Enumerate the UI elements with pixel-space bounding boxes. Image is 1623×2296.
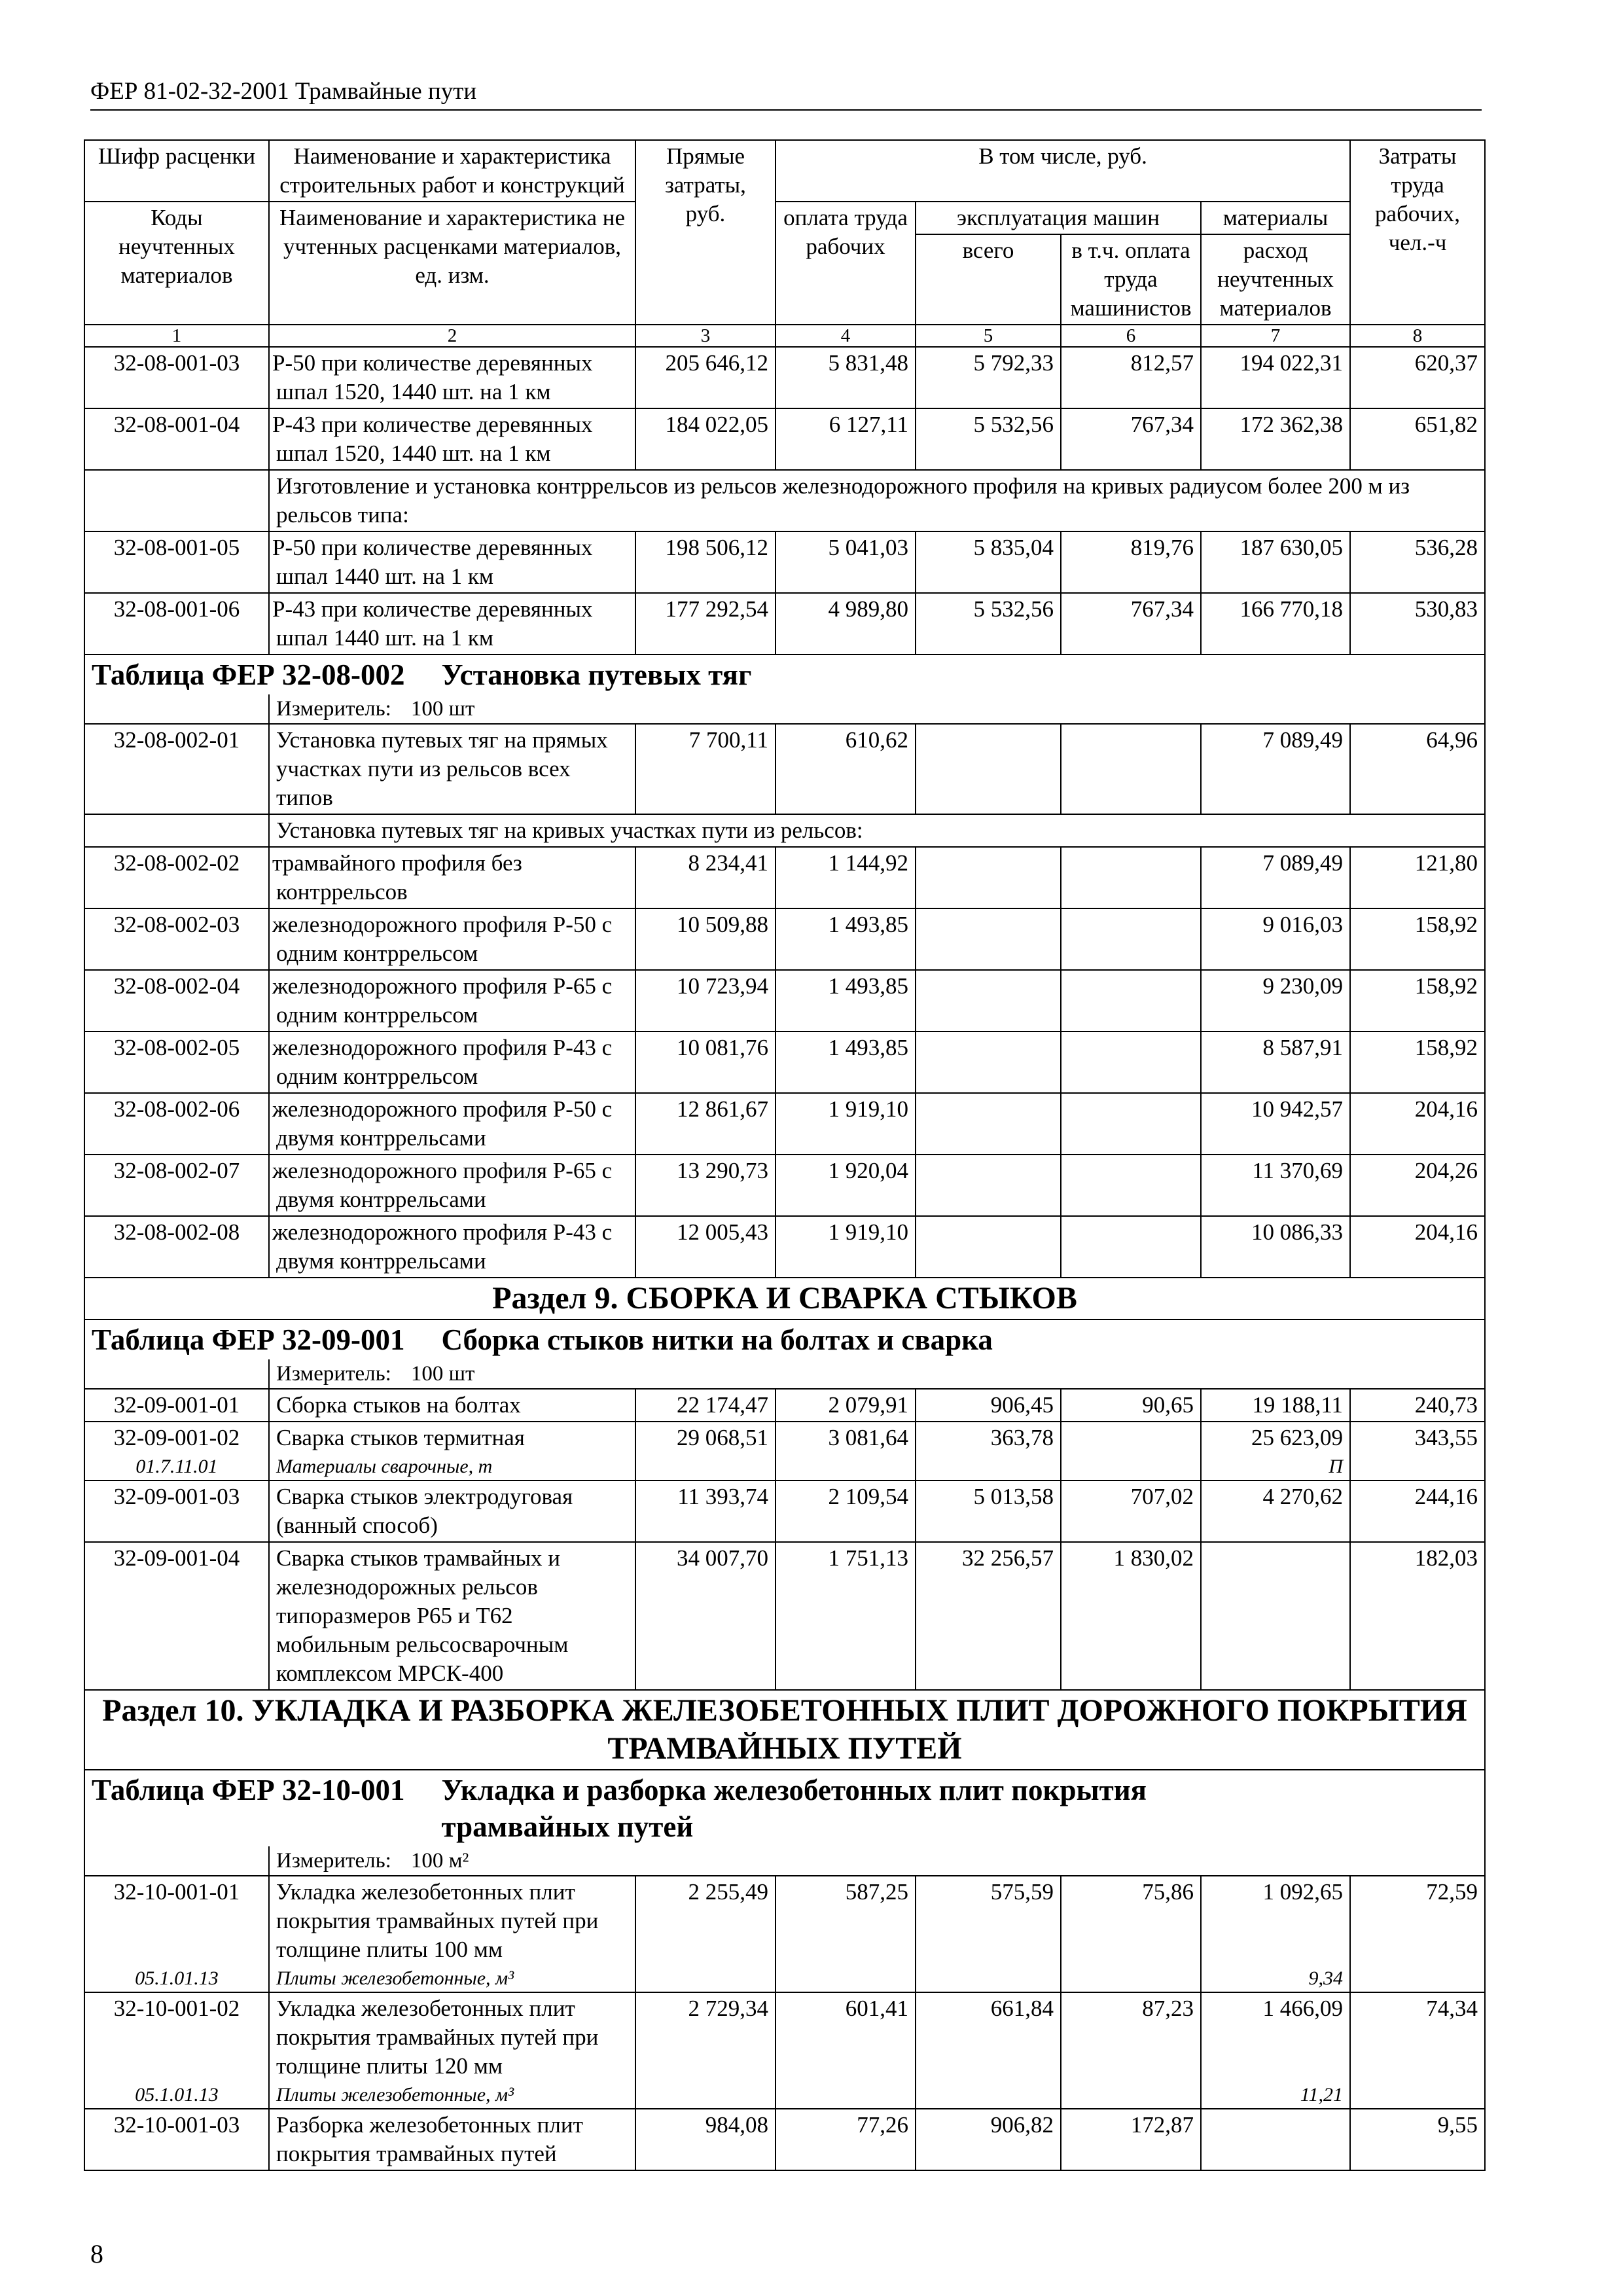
measure-cell bbox=[269, 1846, 1485, 1876]
rate-code: 32-09-001-03 bbox=[84, 1480, 269, 1542]
machinist-pay bbox=[1061, 1216, 1201, 1278]
header-incl: В том числе, руб. bbox=[776, 140, 1350, 202]
material-row bbox=[84, 1454, 1485, 1480]
rate-code: 32-09-001-02 bbox=[84, 1422, 269, 1454]
measure-unit: 100 шт bbox=[410, 697, 475, 721]
machinist-pay bbox=[1061, 1093, 1201, 1155]
machinist-pay: 75,86 bbox=[1061, 1876, 1201, 1965]
rate-code: 32-08-002-02 bbox=[84, 847, 269, 908]
rate-name: железнодорожного профиля Р-43 с одним контррельсом bbox=[269, 1031, 635, 1093]
table-row bbox=[84, 1480, 1485, 1542]
labor-hours: 530,83 bbox=[1350, 593, 1485, 655]
rate-name: Р-43 при количестве деревянных шпал 1520, 1440 шт. на 1 км bbox=[269, 408, 635, 470]
labor-hours: 121,80 bbox=[1350, 847, 1485, 908]
machinist-pay: 90,65 bbox=[1061, 1389, 1201, 1422]
labor-hours: 72,59 bbox=[1350, 1876, 1485, 1965]
machines-total: 5 532,56 bbox=[916, 408, 1061, 470]
table-row bbox=[84, 1992, 1485, 2082]
rate-code: 32-08-001-03 bbox=[84, 347, 269, 408]
measure-unit: 100 шт bbox=[410, 1362, 475, 1386]
header-materials-unaccounted: расход неучтенных материалов bbox=[1201, 234, 1350, 325]
rate-code: 32-10-001-02 bbox=[84, 1992, 269, 2082]
empty-cell bbox=[1350, 1965, 1485, 1992]
machinist-pay bbox=[1061, 1422, 1201, 1454]
table-title-row bbox=[84, 1770, 1485, 1846]
material-code: 05.1.01.13 bbox=[84, 2082, 269, 2109]
table-row bbox=[84, 1542, 1485, 1690]
measure-row bbox=[84, 1359, 1485, 1389]
machinist-pay: 172,87 bbox=[1061, 2109, 1201, 2170]
measure-empty bbox=[84, 1359, 269, 1389]
material-name: Плиты железобетонные, м³ bbox=[269, 2082, 635, 2109]
direct-cost: 2 729,34 bbox=[635, 1992, 776, 2082]
rate-code: 32-08-001-06 bbox=[84, 593, 269, 655]
table-row bbox=[84, 847, 1485, 908]
header-materials: материалы bbox=[1201, 202, 1350, 234]
labor-pay: 5 041,03 bbox=[776, 531, 916, 593]
material-name: Плиты железобетонные, м³ bbox=[269, 1965, 635, 1992]
section-row bbox=[84, 1690, 1485, 1770]
rate-code: 32-08-002-06 bbox=[84, 1093, 269, 1155]
rate-name: Р-50 при количестве деревянных шпал 1520, 1440 шт. на 1 км bbox=[269, 347, 635, 408]
machinist-pay: 767,34 bbox=[1061, 408, 1201, 470]
machines-total: 363,78 bbox=[916, 1422, 1061, 1454]
table-name: Установка путевых тяг bbox=[441, 658, 752, 691]
section-title: Раздел 10. УКЛАДКА И РАЗБОРКА ЖЕЛЕЗОБЕТОННЫХ ПЛИТ ДОРОЖНОГО ПОКРЫТИЯ ТРАМВАЙНЫХ ПУТЕЙ bbox=[84, 1690, 1485, 1770]
header-name-bottom: Наименование и характеристика не учтенных расценками материалов, ед. изм. bbox=[269, 202, 635, 325]
colnum: 1 bbox=[84, 325, 269, 347]
empty-cell bbox=[776, 1454, 916, 1480]
rate-code: 32-08-002-03 bbox=[84, 908, 269, 970]
materials: 7 089,49 bbox=[1201, 847, 1350, 908]
direct-cost: 29 068,51 bbox=[635, 1422, 776, 1454]
measure-label: Измеритель: bbox=[276, 1849, 391, 1873]
labor-pay: 2 109,54 bbox=[776, 1480, 916, 1542]
rate-name: железнодорожного профиля Р-65 с двумя контррельсами bbox=[269, 1155, 635, 1216]
material-amount: 9,34 bbox=[1201, 1965, 1350, 1992]
machines-total bbox=[916, 1093, 1061, 1155]
direct-cost: 198 506,12 bbox=[635, 531, 776, 593]
table-row bbox=[84, 1422, 1485, 1454]
direct-cost: 10 081,76 bbox=[635, 1031, 776, 1093]
empty-cell bbox=[1350, 2082, 1485, 2109]
empty-cell bbox=[635, 1965, 776, 1992]
table-row bbox=[84, 2109, 1485, 2170]
machinist-pay: 1 830,02 bbox=[1061, 1542, 1201, 1690]
materials: 172 362,38 bbox=[1201, 408, 1350, 470]
measure-empty bbox=[84, 1846, 269, 1876]
materials: 166 770,18 bbox=[1201, 593, 1350, 655]
table-label: Таблица ФЕР 32-10-001 bbox=[92, 1774, 405, 1806]
table-title bbox=[84, 1319, 1485, 1359]
page-number: 8 bbox=[90, 2239, 103, 2269]
labor-pay: 5 831,48 bbox=[776, 347, 916, 408]
table-name: Сборка стыков нитки на болтах и сварка bbox=[441, 1323, 993, 1356]
rate-code: 32-08-002-04 bbox=[84, 970, 269, 1031]
colnum: 3 bbox=[635, 325, 776, 347]
labor-hours: 536,28 bbox=[1350, 531, 1485, 593]
rate-code: 32-10-001-03 bbox=[84, 2109, 269, 2170]
labor-hours: 204,16 bbox=[1350, 1216, 1485, 1278]
rate-code: 32-08-002-01 bbox=[84, 724, 269, 814]
header-code-bottom: Коды неучтенных материалов bbox=[84, 202, 269, 325]
machines-total: 5 532,56 bbox=[916, 593, 1061, 655]
table-row bbox=[84, 1876, 1485, 1965]
labor-pay: 1 920,04 bbox=[776, 1155, 916, 1216]
rate-name: Сварка стыков термитная bbox=[269, 1422, 635, 1454]
table-title-row bbox=[84, 655, 1485, 694]
machinist-pay: 819,76 bbox=[1061, 531, 1201, 593]
table-row bbox=[84, 593, 1485, 655]
labor-hours: 244,16 bbox=[1350, 1480, 1485, 1542]
colnum: 4 bbox=[776, 325, 916, 347]
measure-row bbox=[84, 694, 1485, 724]
rate-code: 32-08-002-05 bbox=[84, 1031, 269, 1093]
rate-code: 32-08-001-04 bbox=[84, 408, 269, 470]
rate-name: Р-43 при количестве деревянных шпал 1440 шт. на 1 км bbox=[269, 593, 635, 655]
rate-name: Сварка стыков электродуговая (ванный способ) bbox=[269, 1480, 635, 1542]
table-name: Укладка и разборка железобетонных плит покрытия трамвайных путей bbox=[441, 1774, 1147, 1843]
direct-cost: 13 290,73 bbox=[635, 1155, 776, 1216]
rate-code: 32-09-001-04 bbox=[84, 1542, 269, 1690]
direct-cost: 10 723,94 bbox=[635, 970, 776, 1031]
labor-hours: 240,73 bbox=[1350, 1389, 1485, 1422]
measure-empty bbox=[84, 694, 269, 724]
rate-name: трамвайного профиля без контррельсов bbox=[269, 847, 635, 908]
machinist-pay bbox=[1061, 1155, 1201, 1216]
empty-cell bbox=[916, 1965, 1061, 1992]
rates-table bbox=[84, 139, 1486, 2171]
measure-cell bbox=[269, 1359, 1485, 1389]
direct-cost: 7 700,11 bbox=[635, 724, 776, 814]
measure-cell bbox=[269, 694, 1485, 724]
machines-total bbox=[916, 1155, 1061, 1216]
measure-label: Измеритель: bbox=[276, 697, 391, 721]
colnum: 2 bbox=[269, 325, 635, 347]
material-name: Материалы сварочные, т bbox=[269, 1454, 635, 1480]
labor-pay: 6 127,11 bbox=[776, 408, 916, 470]
table-title bbox=[84, 655, 1485, 694]
rate-name: железнодорожного профиля Р-65 с одним контррельсом bbox=[269, 970, 635, 1031]
empty-cell bbox=[635, 2082, 776, 2109]
section-row bbox=[84, 1278, 1485, 1319]
direct-cost: 34 007,70 bbox=[635, 1542, 776, 1690]
machinist-pay bbox=[1061, 847, 1201, 908]
empty-cell bbox=[635, 1454, 776, 1480]
table-title bbox=[84, 1770, 1485, 1846]
direct-cost: 12 861,67 bbox=[635, 1093, 776, 1155]
machinist-pay: 707,02 bbox=[1061, 1480, 1201, 1542]
direct-cost: 10 509,88 bbox=[635, 908, 776, 970]
labor-hours: 651,82 bbox=[1350, 408, 1485, 470]
machines-total bbox=[916, 908, 1061, 970]
machines-total bbox=[916, 1031, 1061, 1093]
direct-cost: 184 022,05 bbox=[635, 408, 776, 470]
rate-code: 32-08-001-05 bbox=[84, 531, 269, 593]
group-code-empty bbox=[84, 470, 269, 531]
machines-total bbox=[916, 847, 1061, 908]
header-labor-pay: оплата труда рабочих bbox=[776, 202, 916, 325]
materials: 187 630,05 bbox=[1201, 531, 1350, 593]
rate-name: железнодорожного профиля Р-50 с одним контррельсом bbox=[269, 908, 635, 970]
table-row bbox=[84, 970, 1485, 1031]
header-name-top: Наименование и характеристика строительных работ и конструкций bbox=[269, 140, 635, 202]
colnum: 7 bbox=[1201, 325, 1350, 347]
labor-hours: 204,16 bbox=[1350, 1093, 1485, 1155]
table-label: Таблица ФЕР 32-09-001 bbox=[92, 1323, 405, 1356]
empty-cell bbox=[1061, 2082, 1201, 2109]
materials: 4 270,62 bbox=[1201, 1480, 1350, 1542]
materials: 10 942,57 bbox=[1201, 1093, 1350, 1155]
header-code-top: Шифр расценки bbox=[84, 140, 269, 202]
rate-name: Укладка железобетонных плит покрытия трамвайных путей при толщине плиты 100 мм bbox=[269, 1876, 635, 1965]
direct-cost: 205 646,12 bbox=[635, 347, 776, 408]
rate-name: Укладка железобетонных плит покрытия трамвайных путей при толщине плиты 120 мм bbox=[269, 1992, 635, 2082]
materials: 9 230,09 bbox=[1201, 970, 1350, 1031]
header-direct: Прямые затраты, руб. bbox=[635, 140, 776, 325]
table-row bbox=[84, 347, 1485, 408]
materials: 25 623,09 bbox=[1201, 1422, 1350, 1454]
labor-pay: 2 079,91 bbox=[776, 1389, 916, 1422]
machines-total bbox=[916, 724, 1061, 814]
colnum: 6 bbox=[1061, 325, 1201, 347]
machinist-pay bbox=[1061, 970, 1201, 1031]
machines-total bbox=[916, 1216, 1061, 1278]
empty-cell bbox=[916, 2082, 1061, 2109]
materials: 7 089,49 bbox=[1201, 724, 1350, 814]
materials: 9 016,03 bbox=[1201, 908, 1350, 970]
table-label: Таблица ФЕР 32-08-002 bbox=[92, 658, 405, 691]
labor-pay: 1 493,85 bbox=[776, 908, 916, 970]
labor-pay: 587,25 bbox=[776, 1876, 916, 1965]
machinist-pay bbox=[1061, 724, 1201, 814]
machines-total: 5 013,58 bbox=[916, 1480, 1061, 1542]
empty-cell bbox=[1061, 1454, 1201, 1480]
group-row bbox=[84, 814, 1485, 847]
labor-pay: 4 989,80 bbox=[776, 593, 916, 655]
labor-hours: 64,96 bbox=[1350, 724, 1485, 814]
machinist-pay: 87,23 bbox=[1061, 1992, 1201, 2082]
machines-total bbox=[916, 970, 1061, 1031]
labor-hours: 204,26 bbox=[1350, 1155, 1485, 1216]
table-row bbox=[84, 408, 1485, 470]
machines-total: 661,84 bbox=[916, 1992, 1061, 2082]
column-numbers bbox=[84, 325, 1485, 347]
materials: 1 466,09 bbox=[1201, 1992, 1350, 2082]
machinist-pay bbox=[1061, 1031, 1201, 1093]
section-title: Раздел 9. СБОРКА И СВАРКА СТЫКОВ bbox=[84, 1278, 1485, 1319]
rate-name: Установка путевых тяг на прямых участках пути из рельсов всех типов bbox=[269, 724, 635, 814]
materials: 194 022,31 bbox=[1201, 347, 1350, 408]
table-title-row bbox=[84, 1319, 1485, 1359]
machinist-pay: 812,57 bbox=[1061, 347, 1201, 408]
group-row bbox=[84, 470, 1485, 531]
material-amount: П bbox=[1201, 1454, 1350, 1480]
rate-name: Сборка стыков на болтах bbox=[269, 1389, 635, 1422]
labor-hours: 74,34 bbox=[1350, 1992, 1485, 2082]
materials: 19 188,11 bbox=[1201, 1389, 1350, 1422]
header-machinist-pay: в т.ч. оплата труда машинистов bbox=[1061, 234, 1201, 325]
measure-unit: 100 м² bbox=[410, 1849, 469, 1873]
direct-cost: 12 005,43 bbox=[635, 1216, 776, 1278]
material-row bbox=[84, 1965, 1485, 1992]
material-amount: 11,21 bbox=[1201, 2082, 1350, 2109]
rate-name: Разборка железобетонных плит покрытия трамвайных путей bbox=[269, 2109, 635, 2170]
table-header bbox=[84, 140, 1485, 347]
labor-pay: 1 493,85 bbox=[776, 1031, 916, 1093]
materials: 11 370,69 bbox=[1201, 1155, 1350, 1216]
empty-cell bbox=[1350, 1454, 1485, 1480]
group-caption: Установка путевых тяг на кривых участках пути из рельсов: bbox=[269, 814, 1485, 847]
rate-code: 32-08-002-07 bbox=[84, 1155, 269, 1216]
machines-total: 575,59 bbox=[916, 1876, 1061, 1965]
table-row bbox=[84, 531, 1485, 593]
labor-pay: 1 144,92 bbox=[776, 847, 916, 908]
measure-row bbox=[84, 1846, 1485, 1876]
table-row bbox=[84, 1031, 1485, 1093]
labor-pay: 610,62 bbox=[776, 724, 916, 814]
labor-pay: 1 493,85 bbox=[776, 970, 916, 1031]
empty-cell bbox=[776, 2082, 916, 2109]
labor-pay: 1 919,10 bbox=[776, 1216, 916, 1278]
group-code-empty bbox=[84, 814, 269, 847]
machinist-pay: 767,34 bbox=[1061, 593, 1201, 655]
material-code: 05.1.01.13 bbox=[84, 1965, 269, 1992]
material-row bbox=[84, 2082, 1485, 2109]
rate-code: 32-09-001-01 bbox=[84, 1389, 269, 1422]
running-head: ФЕР 81-02-32-2001 Трамвайные пути bbox=[90, 77, 1482, 111]
labor-hours: 9,55 bbox=[1350, 2109, 1485, 2170]
table-row bbox=[84, 1093, 1485, 1155]
group-caption: Изготовление и установка контррельсов из рельсов железнодорожного профиля на кривых радиусом более 200 м из рельсов типа: bbox=[269, 470, 1485, 531]
table-row bbox=[84, 1155, 1485, 1216]
machinist-pay bbox=[1061, 908, 1201, 970]
rate-name: Р-50 при количестве деревянных шпал 1440 шт. на 1 км bbox=[269, 531, 635, 593]
empty-cell bbox=[916, 1454, 1061, 1480]
labor-pay: 1 919,10 bbox=[776, 1093, 916, 1155]
direct-cost: 2 255,49 bbox=[635, 1876, 776, 1965]
header-machines: эксплуатация машин bbox=[916, 202, 1201, 234]
materials: 1 092,65 bbox=[1201, 1876, 1350, 1965]
table-row bbox=[84, 908, 1485, 970]
direct-cost: 177 292,54 bbox=[635, 593, 776, 655]
machines-total: 5 835,04 bbox=[916, 531, 1061, 593]
rate-name: Сварка стыков трамвайных и железнодорожных рельсов типоразмеров Р65 и Т62 мобильным рельсосварочным комплексом МРСК-400 bbox=[269, 1542, 635, 1690]
machines-total: 5 792,33 bbox=[916, 347, 1061, 408]
header-machines-total: всего bbox=[916, 234, 1061, 325]
direct-cost: 984,08 bbox=[635, 2109, 776, 2170]
labor-pay: 3 081,64 bbox=[776, 1422, 916, 1454]
labor-pay: 1 751,13 bbox=[776, 1542, 916, 1690]
empty-cell bbox=[776, 1965, 916, 1992]
machines-total: 906,82 bbox=[916, 2109, 1061, 2170]
machines-total: 906,45 bbox=[916, 1389, 1061, 1422]
machines-total: 32 256,57 bbox=[916, 1542, 1061, 1690]
labor-hours: 343,55 bbox=[1350, 1422, 1485, 1454]
labor-hours: 158,92 bbox=[1350, 908, 1485, 970]
rate-name: железнодорожного профиля Р-50 с двумя контррельсами bbox=[269, 1093, 635, 1155]
materials: 10 086,33 bbox=[1201, 1216, 1350, 1278]
rate-code: 32-08-002-08 bbox=[84, 1216, 269, 1278]
materials bbox=[1201, 2109, 1350, 2170]
material-code: 01.7.11.01 bbox=[84, 1454, 269, 1480]
direct-cost: 22 174,47 bbox=[635, 1389, 776, 1422]
table-row bbox=[84, 1389, 1485, 1422]
rate-code: 32-10-001-01 bbox=[84, 1876, 269, 1965]
rate-name: железнодорожного профиля Р-43 с двумя контррельсами bbox=[269, 1216, 635, 1278]
colnum: 8 bbox=[1350, 325, 1485, 347]
direct-cost: 11 393,74 bbox=[635, 1480, 776, 1542]
direct-cost: 8 234,41 bbox=[635, 847, 776, 908]
labor-hours: 620,37 bbox=[1350, 347, 1485, 408]
labor-hours: 158,92 bbox=[1350, 970, 1485, 1031]
table-row bbox=[84, 724, 1485, 814]
labor-hours: 158,92 bbox=[1350, 1031, 1485, 1093]
materials bbox=[1201, 1542, 1350, 1690]
measure-label: Измеритель: bbox=[276, 1362, 391, 1386]
labor-pay: 601,41 bbox=[776, 1992, 916, 2082]
materials: 8 587,91 bbox=[1201, 1031, 1350, 1093]
labor-pay: 77,26 bbox=[776, 2109, 916, 2170]
colnum: 5 bbox=[916, 325, 1061, 347]
header-labor: Затраты труда рабочих, чел.-ч bbox=[1350, 140, 1485, 325]
table-row bbox=[84, 1216, 1485, 1278]
empty-cell bbox=[1061, 1965, 1201, 1992]
labor-hours: 182,03 bbox=[1350, 1542, 1485, 1690]
